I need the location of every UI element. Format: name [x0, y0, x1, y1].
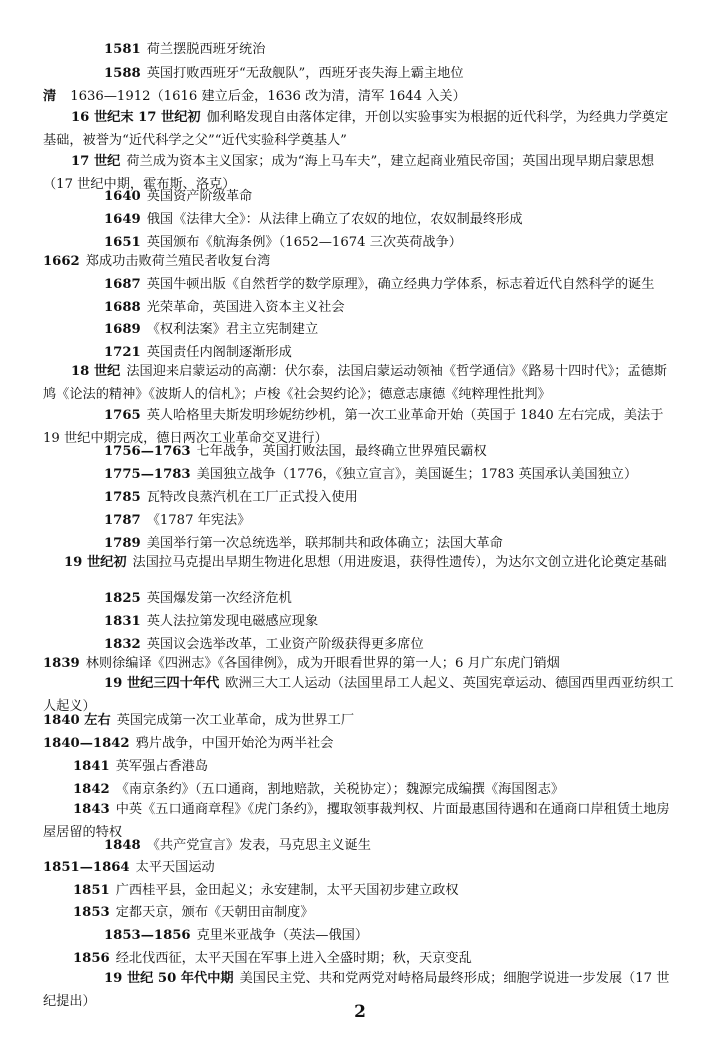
entry-year: 1840—1842 — [43, 736, 130, 751]
entry-text: 鸦片战争，中国开始沦为两半社会 — [135, 736, 334, 751]
entry-year: 1688 — [104, 300, 141, 315]
timeline-entry — [104, 188, 252, 205]
timeline-entry — [73, 904, 314, 921]
entry-year: 1649 — [104, 212, 141, 227]
entry-year: 1853 — [73, 905, 110, 920]
entry-text: 林则徐编译《四洲志》《各国律例》，成为开眼看世界的第一人；6 月广东虎门销烟 — [85, 656, 560, 671]
entry-year: 1785 — [104, 490, 141, 505]
entry-text: 法国迎来启蒙运动的高潮：伏尔泰，法国启蒙运动领袖《哲学通信》《路易十四时代》；孟德斯鸠《论法的精神》《波斯人的信札》；卢梭《社会契约论》；德意志康德《纯粹理性批判》 — [43, 364, 667, 402]
entry-year: 17 世纪 — [71, 154, 121, 169]
entry-year: 1588 — [104, 66, 141, 81]
entry-year: 1839 — [43, 656, 80, 671]
timeline-entry — [104, 321, 318, 338]
entry-text: 克里米亚战争（英法—俄国） — [196, 928, 369, 943]
timeline-entry — [73, 950, 472, 967]
entry-text: 英国议会选举改革，工业资产阶级获得更多席位 — [146, 637, 424, 652]
entry-text: 太平天国运动 — [135, 860, 215, 875]
timeline-entry — [73, 882, 459, 899]
entry-text: 英国打败西班牙“无敌舰队”，西班牙丧失海上霸主地位 — [146, 66, 464, 81]
timeline-entry — [43, 106, 680, 152]
timeline-entry — [104, 234, 462, 251]
entry-year: 16 世纪末 17 世纪初 — [71, 110, 201, 125]
timeline-entry — [43, 360, 680, 406]
entry-text: 英国爆发第一次经济危机 — [146, 591, 292, 606]
entry-year: 1775—1783 — [104, 467, 191, 482]
entry-text: 英人法拉第发现电磁感应现象 — [146, 614, 319, 629]
timeline-entry — [73, 758, 208, 775]
timeline-entry — [104, 65, 464, 82]
timeline-entry — [104, 512, 250, 529]
timeline-entry — [43, 655, 560, 672]
entry-year: 1831 — [104, 614, 141, 629]
entry-text: 《南京条约》（五口通商，割地赔款，关税协定）；魏源完成编撰《海国图志》 — [115, 782, 565, 797]
entry-text: 荷兰摆脱西班牙统治 — [146, 42, 266, 57]
entry-text: 英人哈格里夫斯发明珍妮纺纱机，第一次工业革命开始（英国于 1840 左右完成，美法于 19 世纪中期完成，德日两次工业革命交叉进行） — [43, 408, 664, 446]
entry-text: 荷兰成为资本主义国家；成为“海上马车夫”，建立起商业殖民帝国；英国出现早期启蒙思想（17 世纪中期，霍布斯、洛克） — [43, 154, 655, 192]
timeline-entry — [104, 590, 292, 607]
timeline-entry — [104, 276, 654, 293]
timeline-entry — [43, 712, 354, 729]
entry-text: 瓦特改良蒸汽机在工厂正式投入使用 — [146, 490, 358, 505]
entry-text: 英国资产阶级革命 — [146, 189, 253, 204]
entry-text: 英国完成第一次工业革命，成为世界工厂 — [116, 713, 355, 728]
timeline-entry — [104, 466, 637, 483]
entry-text: 法国拉马克提出早期生物进化思想（用进废退，获得性遗传），为达尔文创立进化论奠定基础 — [132, 555, 667, 570]
timeline-entry — [104, 636, 424, 653]
entry-text: 英国牛顿出版《自然哲学的数学原理》，确立经典力学体系，标志着近代自然科学的诞生 — [146, 277, 655, 292]
entry-year: 18 世纪 — [71, 364, 121, 379]
entry-year: 1840 左右 — [43, 713, 111, 728]
entry-text: 美国独立战争（1776，《独立宣言》，美国诞生；1783 英国承认美国独立） — [196, 467, 638, 482]
entry-year: 1853—1856 — [104, 928, 191, 943]
entry-text: 俄国《法律大全》：从法律上确立了农奴的地位，农奴制最终形成 — [146, 212, 523, 227]
entry-year: 1721 — [104, 345, 141, 360]
timeline-entry — [104, 299, 345, 316]
entry-year: 清 — [43, 89, 57, 104]
timeline-entry — [104, 927, 368, 944]
timeline-entry — [104, 535, 503, 552]
entry-text: 1636—1912（1616 建立后金，1636 改为清，清军 1644 入关） — [70, 89, 466, 104]
timeline-entry — [104, 41, 265, 58]
entry-year: 19 世纪初 — [64, 555, 127, 570]
entry-text: 美国民主党、共和党两党对峙格局最终形成；细胞学说进一步发展（17 世纪提出） — [43, 971, 670, 1009]
entry-text: 广西桂平县，金田起义；永安建制，太平天国初步建立政权 — [115, 883, 459, 898]
entry-year: 1856 — [73, 951, 110, 966]
entry-year: 1689 — [104, 322, 141, 337]
entry-text: 七年战争，英国打败法国，最终确立世界殖民霸权 — [196, 444, 487, 459]
entry-text: 英国颁布《航海条例》（1652—1674 三次英荷战争） — [146, 235, 462, 250]
timeline-entry — [43, 551, 680, 574]
entry-year: 1832 — [104, 637, 141, 652]
entry-text: 《1787 年宪法》 — [146, 513, 251, 528]
entry-year: 1687 — [104, 277, 141, 292]
entry-year: 1651 — [104, 235, 141, 250]
entry-text: 英军强占香港岛 — [115, 759, 209, 774]
timeline-entry — [104, 443, 487, 460]
timeline-entry — [43, 253, 270, 270]
entry-year: 1787 — [104, 513, 141, 528]
timeline-entry — [104, 344, 292, 361]
entry-year: 1848 — [104, 838, 141, 853]
timeline-entry — [43, 88, 466, 105]
entry-year: 1841 — [73, 759, 110, 774]
timeline-entry — [104, 489, 358, 506]
timeline-entry — [104, 837, 371, 854]
entry-text: 中英《五口通商章程》《虎门条约》，攫取领事裁判权、片面最惠国待遇和在通商口岸租赁土地房屋居留的特权 — [43, 802, 670, 840]
entry-text: 美国举行第一次总统选举，联邦制共和政体确立；法国大革命 — [146, 536, 503, 551]
entry-year: 1756—1763 — [104, 444, 191, 459]
entry-text: 英国责任内阁制逐渐形成 — [146, 345, 292, 360]
entry-year: 1825 — [104, 591, 141, 606]
timeline-entry — [43, 735, 333, 752]
timeline-entry — [73, 781, 564, 798]
page-number: 2 — [354, 1002, 366, 1022]
entry-text: 光荣革命，英国进入资本主义社会 — [146, 300, 345, 315]
entry-year: 1843 — [73, 802, 110, 817]
entry-text: 伽利略发现自由落体定律，开创以实验事实为根据的近代科学，为经典力学奠定基础，被誉为“近代科学之父”“近代实验科学奠基人” — [43, 110, 669, 148]
entry-year: 19 世纪三四十年代 — [104, 676, 220, 691]
entry-text: 欧洲三大工人运动（法国里昂工人起义、英国宪章运动、德国西里西亚纺织工人起义） — [43, 676, 674, 714]
entry-year: 1842 — [73, 782, 110, 797]
entry-year: 19 世纪 50 年代中期 — [104, 971, 234, 986]
entry-year: 1851 — [73, 883, 110, 898]
entry-text: 定都天京，颁布《天朝田亩制度》 — [115, 905, 314, 920]
entry-text: 郑成功击败荷兰殖民者收复台湾 — [85, 254, 271, 269]
timeline-entry — [104, 613, 318, 630]
entry-year: 1765 — [104, 408, 141, 423]
entry-year: 1581 — [104, 42, 141, 57]
entry-text: 经北伐西征，太平天国在军事上进入全盛时期；秋，天京变乱 — [115, 951, 472, 966]
entry-text: 《共产党宣言》发表，马克思主义诞生 — [146, 838, 371, 853]
entry-year: 1789 — [104, 536, 141, 551]
entry-year: 1640 — [104, 189, 141, 204]
timeline-entry — [104, 211, 523, 228]
timeline-entry — [43, 859, 215, 876]
entry-text: 《权利法案》君主立宪制建立 — [146, 322, 319, 337]
entry-year: 1851—1864 — [43, 860, 130, 875]
entry-year: 1662 — [43, 254, 80, 269]
